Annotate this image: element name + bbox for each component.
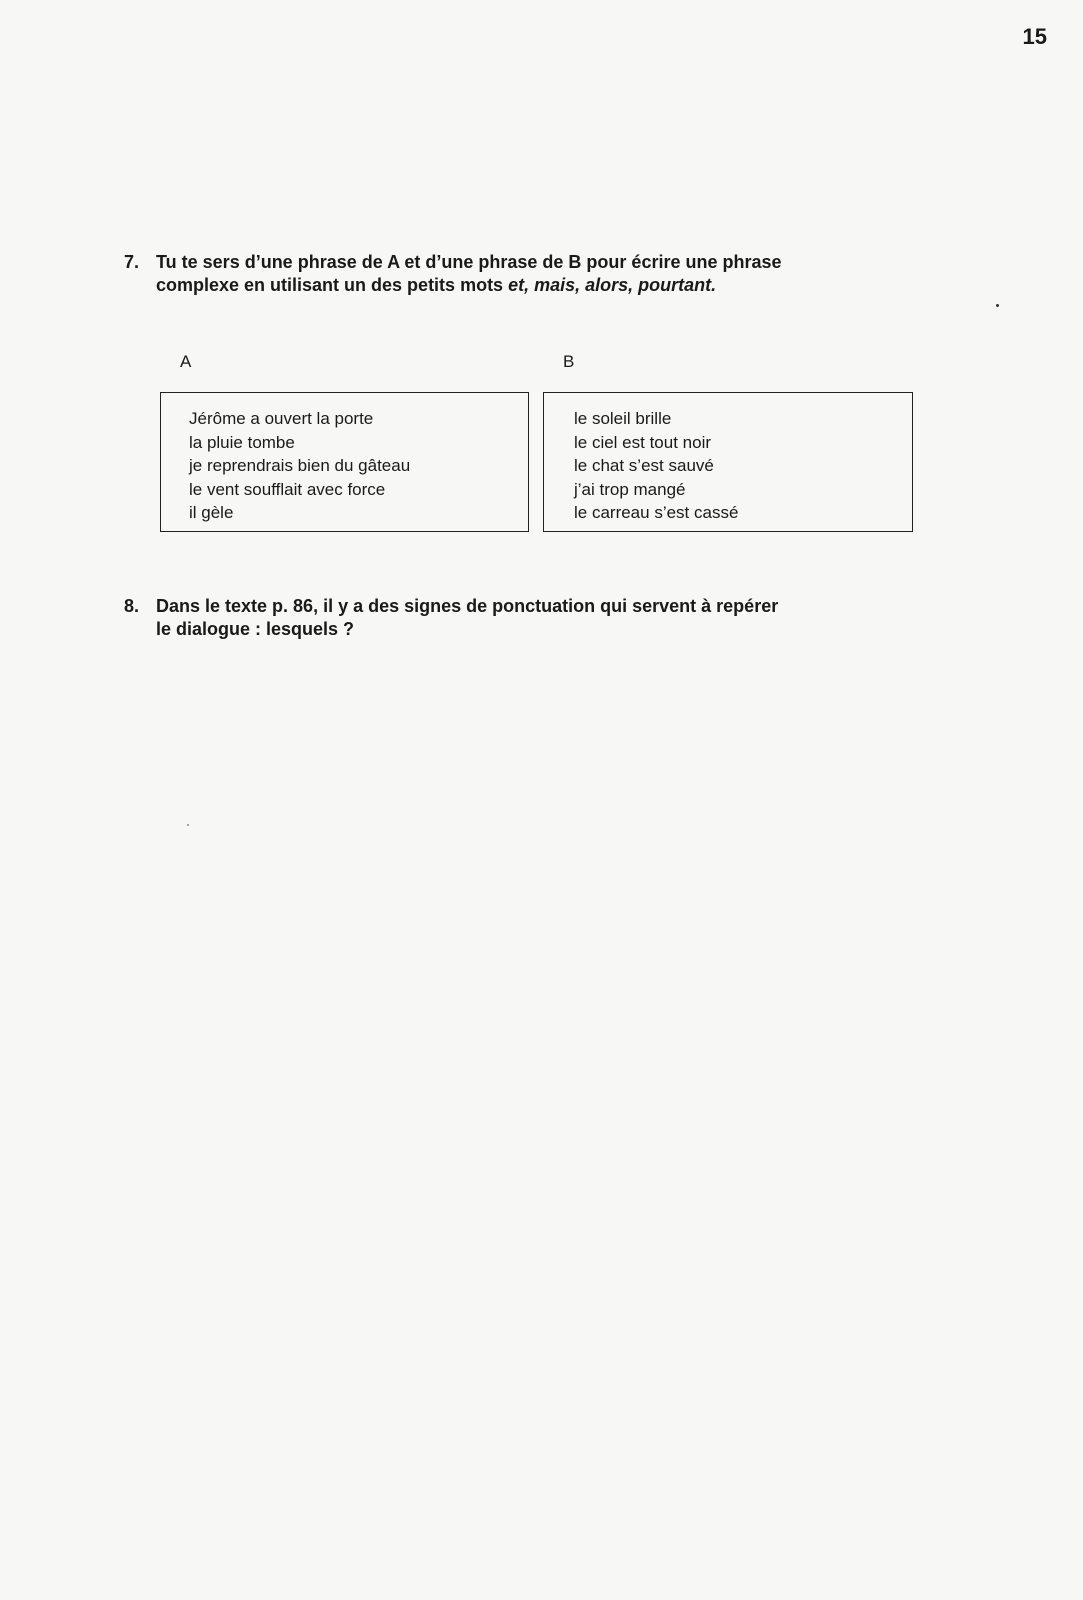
column-b-item: le chat s’est sauvé [574,456,714,475]
column-a-list [161,407,528,525]
column-b-item: j’ai trop mangé [574,479,686,499]
column-b-item: le soleil brille [574,409,672,428]
question-7-line-2 [156,274,914,297]
question-8 [124,595,914,641]
question-7 [124,251,914,297]
speck-mark [996,304,999,307]
question-7-linking-words: et, mais, alors, pourtant. [508,275,717,295]
column-a-item: il gèle [189,503,234,522]
column-a-item: la pluie tombe [189,432,295,452]
column-b-item: le carreau s’est cassé [574,503,739,522]
column-a-item: je reprendrais bien du gâteau [189,456,411,475]
question-8-text [156,595,914,641]
column-a-box [160,392,529,532]
question-7-line-2-prefix: complexe en utilisant un des petits mots [156,275,509,295]
speck-mark [187,824,189,826]
question-8-line-1: Dans le texte p. 86, il y a des signes de ponctuation qui servent à repérer [156,596,779,616]
question-8-number: 8. [124,596,140,616]
column-b-item: le ciel est tout noir [574,432,712,452]
question-7-number: 7. [124,252,140,272]
page-number: 15 [1022,24,1047,49]
question-8-line-2: le dialogue : lesquels ? [156,619,355,639]
column-a-item: Jérôme a ouvert la porte [189,409,374,428]
column-b-label: B [563,352,575,371]
column-a-label: A [180,352,192,371]
column-b-box [543,392,913,532]
question-7-line-1: Tu te sers d’une phrase de A et d’une phrase de B pour écrire une phrase [156,252,782,272]
question-7-text [156,251,914,297]
column-b-list [544,407,912,525]
column-a-item: le vent soufflait avec force [189,479,386,499]
